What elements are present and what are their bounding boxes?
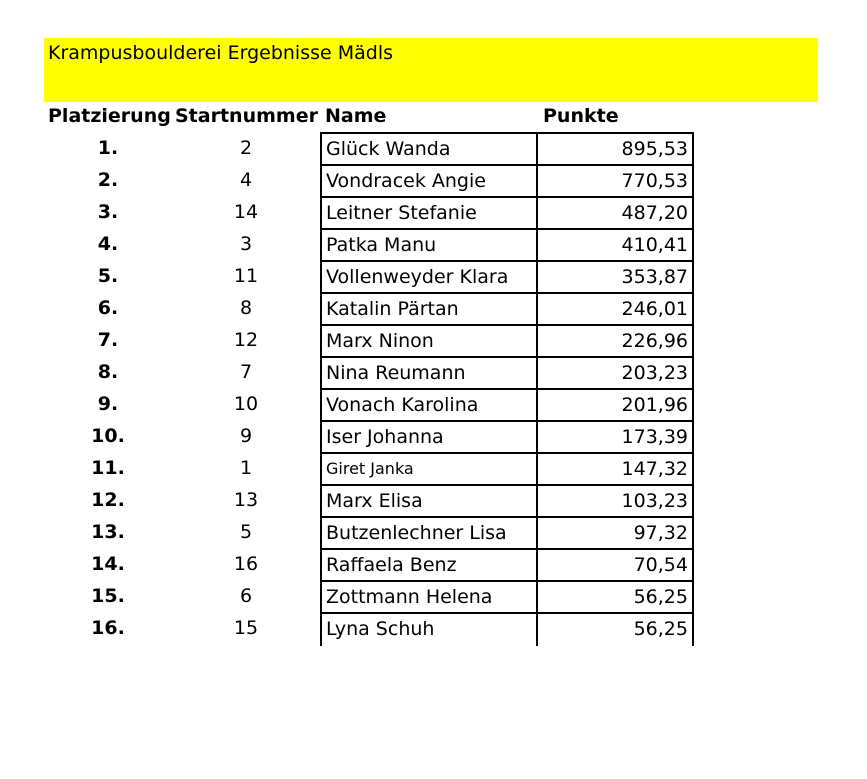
rank-cell: 3.: [97, 201, 119, 223]
name-cell: Butzenlechner Lisa: [320, 516, 538, 548]
name-cell: Glück Wanda: [320, 132, 538, 164]
name-cell: Lyna Schuh: [320, 612, 538, 646]
rank-cell: 8.: [97, 361, 119, 383]
name-cell: Zottmann Helena: [320, 580, 538, 612]
rank-cell: 16.: [91, 617, 125, 639]
rank-cell: 2.: [97, 169, 119, 191]
start-number-cell: 5: [239, 521, 253, 543]
points-cell: 487,20: [536, 196, 694, 228]
points-cell: 103,23: [536, 484, 694, 516]
rank-cell: 11.: [91, 457, 125, 479]
start-number-cell: 8: [239, 297, 253, 319]
start-number-cell: 11: [233, 265, 259, 287]
header-punkte: Punkte: [543, 105, 619, 127]
title-band: [44, 38, 818, 102]
rank-cell: 4.: [97, 233, 119, 255]
points-cell: 353,87: [536, 260, 694, 292]
name-cell: Giret Janka: [320, 452, 538, 484]
points-cell: 203,23: [536, 356, 694, 388]
start-number-cell: 9: [239, 425, 253, 447]
name-cell: Vonach Karolina: [320, 388, 538, 420]
name-cell: Raffaela Benz: [320, 548, 538, 580]
name-cell: Vondracek Angie: [320, 164, 538, 196]
rank-cell: 13.: [91, 521, 125, 543]
points-cell: 97,32: [536, 516, 694, 548]
rank-cell: 10.: [91, 425, 125, 447]
rank-cell: 14.: [91, 553, 125, 575]
points-cell: 246,01: [536, 292, 694, 324]
start-number-cell: 2: [239, 137, 253, 159]
start-number-cell: 1: [239, 457, 253, 479]
points-cell: 56,25: [536, 612, 694, 646]
rank-cell: 9.: [97, 393, 119, 415]
name-cell: Nina Reumann: [320, 356, 538, 388]
rank-cell: 6.: [97, 297, 119, 319]
points-cell: 410,41: [536, 228, 694, 260]
points-cell: 201,96: [536, 388, 694, 420]
start-number-cell: 12: [233, 329, 259, 351]
start-number-cell: 15: [233, 617, 259, 639]
start-number-cell: 16: [233, 553, 259, 575]
sheet-title: Krampusboulderei Ergebnisse Mädls: [48, 42, 393, 64]
rank-cell: 12.: [91, 489, 125, 511]
start-number-cell: 3: [239, 233, 253, 255]
points-cell: 147,32: [536, 452, 694, 484]
name-cell: Iser Johanna: [320, 420, 538, 452]
name-cell: Marx Ninon: [320, 324, 538, 356]
points-cell: 895,53: [536, 132, 694, 164]
rank-cell: 15.: [91, 585, 125, 607]
points-cell: 173,39: [536, 420, 694, 452]
points-cell: 770,53: [536, 164, 694, 196]
points-cell: 226,96: [536, 324, 694, 356]
name-cell: Patka Manu: [320, 228, 538, 260]
start-number-cell: 4: [239, 169, 253, 191]
header-platzierung: Platzierung: [48, 105, 171, 127]
header-startnummer: Startnummer: [175, 105, 318, 127]
header-name: Name: [325, 105, 387, 127]
points-cell: 56,25: [536, 580, 694, 612]
start-number-cell: 10: [233, 393, 259, 415]
rank-cell: 1.: [97, 137, 119, 159]
start-number-cell: 14: [233, 201, 259, 223]
start-number-cell: 7: [239, 361, 253, 383]
rank-cell: 5.: [97, 265, 119, 287]
rank-cell: 7.: [97, 329, 119, 351]
name-cell: Marx Elisa: [320, 484, 538, 516]
name-cell: Vollenweyder Klara: [320, 260, 538, 292]
name-cell: Katalin Pärtan: [320, 292, 538, 324]
start-number-cell: 6: [239, 585, 253, 607]
name-cell: Leitner Stefanie: [320, 196, 538, 228]
points-cell: 70,54: [536, 548, 694, 580]
start-number-cell: 13: [233, 489, 259, 511]
